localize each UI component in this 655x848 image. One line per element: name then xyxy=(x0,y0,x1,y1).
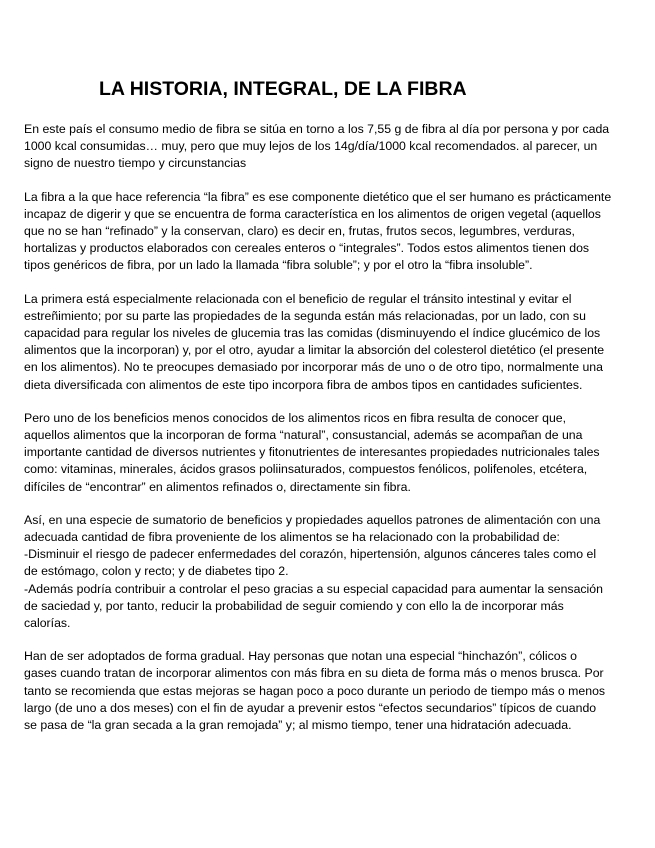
paragraph-definicion xyxy=(24,189,636,275)
text-line: de saciedad y, por tanto, reducir la probabilidad de seguir comiendo y con ello la de incorporar más xyxy=(24,598,564,613)
text-line: difíciles de “encontrar” en alimentos refinados o, directamente sin fibra. xyxy=(24,479,411,494)
paragraph-consumo xyxy=(24,121,636,173)
text-line: calorías. xyxy=(24,616,71,631)
paragraph-gradual xyxy=(24,648,636,734)
text-line: -Además podría contribuir a controlar el peso gracias a su especial capacidad para aumentar la sensación xyxy=(24,581,603,596)
text-line: alimentos que la incorporan) y, por el otro, ayudar a limitar la absorción del colesterol dietético (el presente xyxy=(24,343,605,358)
text-line: importante cantidad de diversos nutrientes y fitonutrientes de interesantes propiedades nutricionales tales xyxy=(24,445,600,460)
text-line: Así, en una especie de sumatorio de beneficios y propiedades aquellos patrones de alimentación con una xyxy=(24,512,601,527)
text-line: incapaz de digerir y que se encuentra de forma característica en los alimentos de origen vegetal (aquellos xyxy=(24,206,601,221)
text-line: En este país el consumo medio de fibra se sitúa en torno a los 7,55 g de fibra al día por persona y por cada xyxy=(24,122,610,136)
text-line: signo de nuestro tiempo y circunstancias xyxy=(24,156,247,171)
paragraph-beneficios xyxy=(24,512,636,632)
text-line: 1000 kcal consumidas… muy, pero que muy lejos de los 14g/día/1000 kcal recomendados. al parecer, un xyxy=(24,139,598,154)
text-line: La primera está especialmente relacionada con el beneficio de regular el tránsito intestinal y evitar el xyxy=(24,291,572,306)
text-line: se pasa de “la gran secada a la gran remojada” y; al mismo tiempo, tener una hidratación adecuada. xyxy=(24,718,572,733)
text-line: de estómago, colon y recto; y de diabetes tipo 2. xyxy=(24,564,289,579)
text-line: aquellos alimentos que la incorporan de forma “natural”, consustancial, además se acompañan de una xyxy=(24,428,583,443)
text-line: Pero uno de los beneficios menos conocidos de los alimentos ricos en fibra resulta de conocer que, xyxy=(24,410,567,425)
text-line: -Disminuir el riesgo de padecer enfermedades del corazón, hipertensión, algunos cánceres tales como el xyxy=(24,547,597,562)
paragraph-tipos xyxy=(24,291,636,394)
paragraph-nutrientes xyxy=(24,410,636,496)
text-line: dieta diversificada con alimentos de este tipo incorpora fibra de ambos tipos en cantidades suficientes. xyxy=(24,377,583,392)
text-line: gases cuando tratan de incorporar alimentos con más fibra en su dieta de forma más o menos brusca. Por xyxy=(24,666,604,681)
text-line: adecuada cantidad de fibra proveniente de los alimentos se ha relacionado con la probabilidad de: xyxy=(24,530,560,545)
document-title: LA HISTORIA, INTEGRAL, DE LA FIBRA xyxy=(99,78,467,100)
text-line: La fibra a la que hace referencia “la fibra” es ese componente dietético que el ser humano es prácticamente xyxy=(24,189,612,204)
document-body xyxy=(24,121,636,750)
text-line: estreñimiento; por su parte las propiedades de la segunda están más relacionadas, por un lado, con su xyxy=(24,308,586,323)
text-line: largo (de uno a dos meses) con el fin de ayudar a prevenir estos “efectos secundarios” típicos de cuando xyxy=(24,700,597,715)
text-line: hortalizas y productos elaborados con cereales enteros o “integrales”. Todos estos alimentos tienen dos xyxy=(24,241,590,256)
text-line: como: vitaminas, minerales, ácidos grasos poliinsaturados, compuestos fenólicos, polifenoles, etcétera, xyxy=(24,462,588,477)
text-line: tipos genéricos de fibra, por un lado la llamada “fibra soluble”; y por el otro la “fibra insoluble”. xyxy=(24,258,533,273)
text-line: capacidad para regular los niveles de glucemia tras las comidas (disminuyendo el índice glucémico de los xyxy=(24,326,601,341)
text-line: que no se han “refinado” y la conservan, claro) es decir en, frutas, frutos secos, legumbres, verduras, xyxy=(24,224,575,239)
text-line: tanto se recomienda que estas mejoras se hagan poco a poco durante un periodo de tiempo más o menos xyxy=(24,683,606,698)
text-line: en los alimentos). No te preocupes demasiado por incorporar más de uno o de otro tipo, normalmente una xyxy=(24,360,603,375)
text-line: Han de ser adoptados de forma gradual. Hay personas que notan una especial “hinchazón”, cólicos o xyxy=(24,649,578,664)
